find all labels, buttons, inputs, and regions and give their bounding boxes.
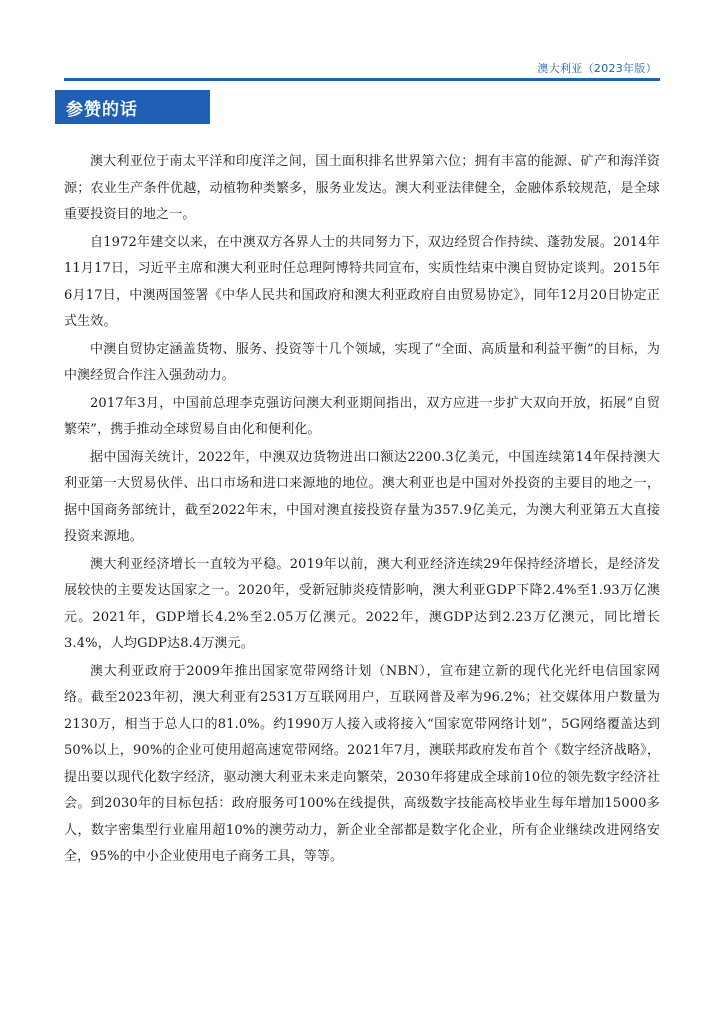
body-text (64, 149, 660, 872)
paragraph: 澳大利亚政府于2009年推出国家宽带网络计划（NBN），宣布建立新的现代化光纤电信国家网络。截至2023年初，澳大利亚有2531万互联网用户，互联网普及率为96.2%；社交媒体用户数量为2130万，相当于总人口的81.0%。约1990万人接入或将接入“国家宽带网络计划”，5G网络覆盖达到50%以上，90%的企业可使用超高速宽带网络。2021年7月，澳联邦政府发布首个《数字经济战略》，提出要以现代化数字经济，驱动澳大利亚未来走向繁荣，2030年将建成全球前10位的领先数字经济社会。到2030年的目标包括：政府服务可100%在线提供，高级数字技能高校毕业生每年增加15000多人，数字密集型行业雇用超10%的澳劳动力，新企业全部都是数字化企业，所有企业继续改进网络安全，95%的中小企业使用电子商务工具，等等。 (64, 663, 660, 864)
paragraph: 澳大利亚位于南太平洋和印度洋之间，国土面积排名世界第六位；拥有丰富的能源、矿产和海洋资源；农业生产条件优越，动植物种类繁多，服务业发达。澳大利亚法律健全，金融体系较规范，是全球重要投资目的地之一。 (64, 154, 660, 222)
running-header-title: 澳大利亚（2023年版） (537, 62, 657, 75)
paragraph: 澳大利亚经济增长一直较为平稳。2019年以前，澳大利亚经济连续29年保持经济增长，是经济发展较快的主要发达国家之一。2020年，受新冠肺炎疫情影响，澳大利亚GDP下降2.4%至1.93万亿澳元。2021年，GDP增长4.2%至2.05万亿澳元。2022年，澳GDP达到2.23万亿澳元，同比增长3.4%，人均GDP达8.4万澳元。 (64, 556, 660, 651)
section-title: 参赞的话 (66, 99, 138, 120)
header-divider (64, 78, 660, 81)
paragraph: 中澳自贸协定涵盖货物、服务、投资等十几个领域，实现了“全面、高质量和利益平衡”的目标，为中澳经贸合作注入强劲动力。 (64, 341, 660, 383)
paragraph: 自1972年建交以来，在中澳双方各界人士的共同努力下，双边经贸合作持续、蓬勃发展。2014年11月17日，习近平主席和澳大利亚时任总理阿博特共同宣布，实质性结束中澳自贸协定谈判。2015年6月17日，中澳两国签署《中华人民共和国政府和澳大利亚政府自由贸易协定》，同年12月20日协定正式生效。 (64, 234, 660, 329)
paragraph: 据中国海关统计，2022年，中澳双边货物进出口额达2200.3亿美元，中国连续第14年保持澳大利亚第一大贸易伙伴、出口市场和进口来源地的地位。澳大利亚也是中国对外投资的主要目的地之一，据中国商务部统计，截至2022年末，中国对澳直接投资存量为357.9亿美元，为澳大利亚第五大直接投资来源地。 (64, 449, 660, 544)
section-title-bar (55, 90, 210, 124)
paragraph: 2017年3月，中国前总理李克强访问澳大利亚期间指出，双方应进一步扩大双向开放，拓展“自贸繁荣”，携手推动全球贸易自由化和便利化。 (64, 395, 660, 437)
